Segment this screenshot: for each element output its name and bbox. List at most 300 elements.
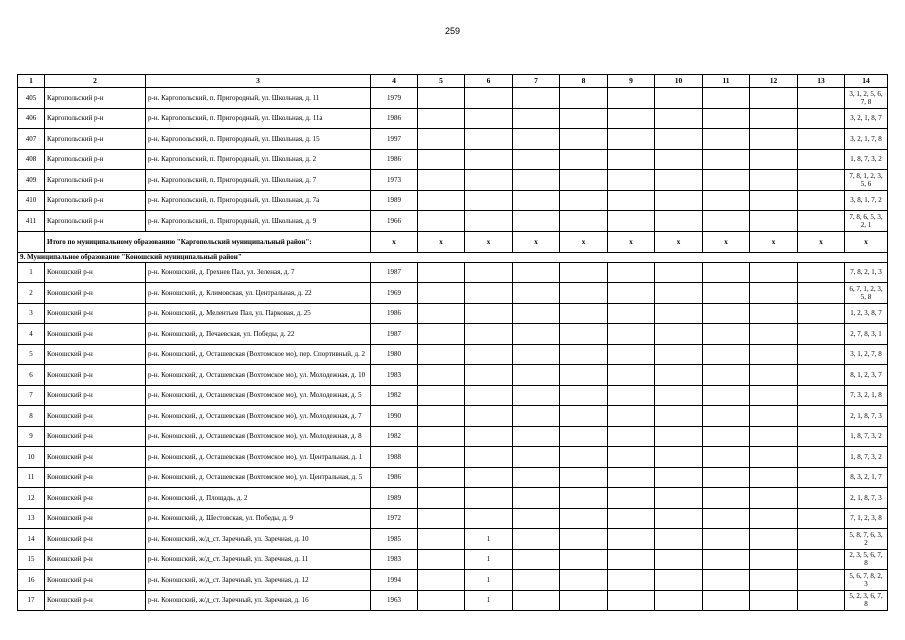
row-district: Коношский р-н <box>45 508 146 529</box>
row-col11 <box>703 88 750 109</box>
total-mark: x <box>798 231 845 252</box>
row-year: 1982 <box>371 385 418 406</box>
row-col12 <box>750 344 798 365</box>
row-number: 9 <box>18 426 45 447</box>
column-header: 8 <box>560 75 608 88</box>
row-col10 <box>655 149 703 170</box>
table-row <box>18 149 888 170</box>
row-district: Каргопольский р-н <box>45 149 146 170</box>
row-col7 <box>513 385 560 406</box>
row-col8 <box>560 88 608 109</box>
row-col14: 7, 8, 1, 2, 3, 5, 6 <box>845 170 888 191</box>
row-col6 <box>465 149 513 170</box>
row-col11 <box>703 426 750 447</box>
housing-register-table <box>17 74 888 611</box>
row-col14: 7, 1, 2, 3, 8 <box>845 508 888 529</box>
row-district: Коношский р-н <box>45 467 146 488</box>
row-col7 <box>513 467 560 488</box>
table-row <box>18 190 888 211</box>
row-col7 <box>513 283 560 304</box>
row-col5 <box>418 211 465 232</box>
row-col8 <box>560 344 608 365</box>
row-address: р-н. Коношский, д. Печаевская, ул. Победы, д. 22 <box>146 324 371 345</box>
row-col12 <box>750 211 798 232</box>
row-col13 <box>798 190 845 211</box>
total-mark: x <box>608 231 655 252</box>
row-col9 <box>608 365 655 386</box>
row-col11 <box>703 508 750 529</box>
row-col13 <box>798 170 845 191</box>
row-col11 <box>703 283 750 304</box>
row-col6 <box>465 262 513 283</box>
row-col9 <box>608 283 655 304</box>
row-col6: 1 <box>465 549 513 570</box>
table-row <box>18 88 888 109</box>
row-col11 <box>703 590 750 611</box>
row-year: 1985 <box>371 529 418 550</box>
row-year: 1983 <box>371 365 418 386</box>
row-col11 <box>703 365 750 386</box>
row-col8 <box>560 211 608 232</box>
row-address: р-н. Коношский, ж/д_ст. Заречный, ул. Заречная, д. 16 <box>146 590 371 611</box>
row-col5 <box>418 303 465 324</box>
section-header-row <box>18 252 888 262</box>
row-col14: 1, 8, 7, 3, 2 <box>845 426 888 447</box>
row-col7 <box>513 488 560 509</box>
row-col9 <box>608 262 655 283</box>
row-col5 <box>418 467 465 488</box>
row-col13 <box>798 529 845 550</box>
row-col12 <box>750 324 798 345</box>
row-number: 13 <box>18 508 45 529</box>
row-col9 <box>608 88 655 109</box>
row-col8 <box>560 129 608 150</box>
row-col10 <box>655 590 703 611</box>
row-col10 <box>655 108 703 129</box>
row-col10 <box>655 426 703 447</box>
row-district: Коношский р-н <box>45 283 146 304</box>
row-district: Каргопольский р-н <box>45 190 146 211</box>
row-col7 <box>513 211 560 232</box>
row-year: 1972 <box>371 508 418 529</box>
row-col13 <box>798 303 845 324</box>
row-col14: 7, 8, 2, 1, 3 <box>845 262 888 283</box>
row-col8 <box>560 549 608 570</box>
row-col7 <box>513 190 560 211</box>
table-row <box>18 344 888 365</box>
row-col9 <box>608 570 655 591</box>
row-col13 <box>798 508 845 529</box>
row-col12 <box>750 570 798 591</box>
row-col8 <box>560 190 608 211</box>
row-col14: 6, 7, 1, 2, 3, 5, 8 <box>845 283 888 304</box>
row-col6 <box>465 129 513 150</box>
row-col9 <box>608 108 655 129</box>
row-district: Коношский р-н <box>45 570 146 591</box>
row-col13 <box>798 488 845 509</box>
row-col10 <box>655 190 703 211</box>
total-row <box>18 231 888 252</box>
table-row <box>18 406 888 427</box>
row-col5 <box>418 570 465 591</box>
table-row <box>18 590 888 611</box>
row-year: 1973 <box>371 170 418 191</box>
table-row <box>18 303 888 324</box>
row-address: р-н. Коношский, д. Осташевская (Вохтомское мо), ул. Молодежная, д. 10 <box>146 365 371 386</box>
row-address: р-н. Каргопольский, п. Пригородный, ул. Школьная, д. 11а <box>146 108 371 129</box>
row-year: 1986 <box>371 303 418 324</box>
row-col7 <box>513 344 560 365</box>
row-col12 <box>750 508 798 529</box>
table-row <box>18 467 888 488</box>
row-district: Коношский р-н <box>45 549 146 570</box>
row-col13 <box>798 129 845 150</box>
row-district: Коношский р-н <box>45 385 146 406</box>
row-number: 4 <box>18 324 45 345</box>
row-col11 <box>703 108 750 129</box>
row-col9 <box>608 385 655 406</box>
row-col13 <box>798 570 845 591</box>
row-district: Коношский р-н <box>45 365 146 386</box>
row-col14: 5, 8, 7, 6, 3, 2 <box>845 529 888 550</box>
page-number: 259 <box>444 26 461 36</box>
total-mark: x <box>418 231 465 252</box>
row-district: Коношский р-н <box>45 529 146 550</box>
row-col10 <box>655 549 703 570</box>
table-row <box>18 570 888 591</box>
row-col13 <box>798 590 845 611</box>
row-number: 12 <box>18 488 45 509</box>
row-address: р-н. Коношский, д. Мелентьев Пал, ул. Парковая, д. 25 <box>146 303 371 324</box>
row-year: 1983 <box>371 549 418 570</box>
row-col7 <box>513 170 560 191</box>
total-mark: x <box>465 231 513 252</box>
row-col8 <box>560 324 608 345</box>
row-col14: 1, 8, 7, 3, 2 <box>845 447 888 468</box>
row-number: 5 <box>18 344 45 365</box>
row-col6 <box>465 385 513 406</box>
row-col5 <box>418 549 465 570</box>
row-col14: 8, 1, 2, 3, 7 <box>845 365 888 386</box>
row-col6: 1 <box>465 590 513 611</box>
row-address: р-н. Коношский, д. Осташевская (Вохтомское мо), ул. Центральная, д. 5 <box>146 467 371 488</box>
row-col14: 2, 1, 8, 7, 3 <box>845 488 888 509</box>
row-address: р-н. Каргопольский, п. Пригородный, ул. Школьная, д. 7 <box>146 170 371 191</box>
row-col9 <box>608 529 655 550</box>
row-col13 <box>798 324 845 345</box>
column-header: 12 <box>750 75 798 88</box>
row-address: р-н. Коношский, ж/д_ст. Заречный, ул. Заречная, д. 11 <box>146 549 371 570</box>
row-col7 <box>513 406 560 427</box>
row-col6 <box>465 508 513 529</box>
row-col5 <box>418 262 465 283</box>
row-col5 <box>418 129 465 150</box>
row-col7 <box>513 529 560 550</box>
row-col5 <box>418 529 465 550</box>
row-col7 <box>513 590 560 611</box>
row-col8 <box>560 385 608 406</box>
row-year: 1986 <box>371 149 418 170</box>
row-col12 <box>750 149 798 170</box>
row-col8 <box>560 108 608 129</box>
row-col14: 2, 7, 8, 3, 1 <box>845 324 888 345</box>
row-col13 <box>798 385 845 406</box>
row-col5 <box>418 488 465 509</box>
row-col14: 1, 8, 7, 3, 2 <box>845 149 888 170</box>
row-col5 <box>418 88 465 109</box>
row-col12 <box>750 590 798 611</box>
row-col11 <box>703 385 750 406</box>
row-col6: 1 <box>465 570 513 591</box>
row-col5 <box>418 324 465 345</box>
row-col14: 2, 1, 8, 7, 3 <box>845 406 888 427</box>
column-header: 3 <box>146 75 371 88</box>
table-row <box>18 488 888 509</box>
row-col7 <box>513 508 560 529</box>
row-col8 <box>560 303 608 324</box>
row-district: Коношский р-н <box>45 590 146 611</box>
row-year: 1963 <box>371 590 418 611</box>
row-col14: 8, 3, 2, 1, 7 <box>845 467 888 488</box>
row-col10 <box>655 467 703 488</box>
row-col6 <box>465 344 513 365</box>
row-col8 <box>560 426 608 447</box>
row-col10 <box>655 344 703 365</box>
row-col12 <box>750 385 798 406</box>
row-district: Каргопольский р-н <box>45 211 146 232</box>
row-year: 1989 <box>371 488 418 509</box>
row-col10 <box>655 88 703 109</box>
row-district: Коношский р-н <box>45 406 146 427</box>
row-col12 <box>750 365 798 386</box>
total-mark: x <box>371 231 418 252</box>
row-col6 <box>465 283 513 304</box>
row-col7 <box>513 88 560 109</box>
row-year: 1988 <box>371 447 418 468</box>
row-number: 409 <box>18 170 45 191</box>
row-address: р-н. Коношский, д. Осташевская (Вохтомское мо), ул. Молодежная, д. 5 <box>146 385 371 406</box>
row-col8 <box>560 365 608 386</box>
row-col14: 7, 3, 2, 1, 8 <box>845 385 888 406</box>
row-col6 <box>465 406 513 427</box>
table-row <box>18 508 888 529</box>
row-col11 <box>703 303 750 324</box>
row-district: Каргопольский р-н <box>45 88 146 109</box>
row-col12 <box>750 467 798 488</box>
row-col5 <box>418 426 465 447</box>
row-col5 <box>418 590 465 611</box>
row-col11 <box>703 549 750 570</box>
row-year: 1987 <box>371 262 418 283</box>
row-col11 <box>703 324 750 345</box>
row-col10 <box>655 365 703 386</box>
row-address: р-н. Каргопольский, п. Пригородный, ул. Школьная, д. 15 <box>146 129 371 150</box>
row-year: 1994 <box>371 570 418 591</box>
row-col10 <box>655 324 703 345</box>
row-col8 <box>560 467 608 488</box>
row-col10 <box>655 406 703 427</box>
row-col12 <box>750 283 798 304</box>
row-col12 <box>750 108 798 129</box>
row-col5 <box>418 149 465 170</box>
row-col12 <box>750 447 798 468</box>
row-address: р-н. Коношский, д. Осташевская (Вохтомское мо), ул. Молодежная, д. 8 <box>146 426 371 447</box>
row-col5 <box>418 344 465 365</box>
row-col11 <box>703 570 750 591</box>
row-number: 15 <box>18 549 45 570</box>
row-year: 1997 <box>371 129 418 150</box>
row-col7 <box>513 549 560 570</box>
row-col7 <box>513 108 560 129</box>
row-col6 <box>465 467 513 488</box>
row-col7 <box>513 149 560 170</box>
row-number: 1 <box>18 262 45 283</box>
row-col13 <box>798 426 845 447</box>
row-col14: 5, 2, 3, 6, 7, 8 <box>845 590 888 611</box>
row-col8 <box>560 406 608 427</box>
table-row <box>18 324 888 345</box>
row-number: 10 <box>18 447 45 468</box>
row-col5 <box>418 190 465 211</box>
row-col13 <box>798 344 845 365</box>
row-col11 <box>703 170 750 191</box>
row-year: 1966 <box>371 211 418 232</box>
row-col10 <box>655 570 703 591</box>
row-col9 <box>608 406 655 427</box>
row-col9 <box>608 170 655 191</box>
column-header: 1 <box>18 75 45 88</box>
row-col9 <box>608 303 655 324</box>
row-district: Коношский р-н <box>45 303 146 324</box>
row-col13 <box>798 283 845 304</box>
column-header: 9 <box>608 75 655 88</box>
row-address: р-н. Коношский, д. Осташевская (Вохтомское мо), пер. Спортивный, д. 2 <box>146 344 371 365</box>
row-number: 8 <box>18 406 45 427</box>
column-header: 11 <box>703 75 750 88</box>
row-year: 1990 <box>371 406 418 427</box>
row-col6 <box>465 303 513 324</box>
row-col13 <box>798 406 845 427</box>
row-col8 <box>560 149 608 170</box>
row-col14: 5, 6, 7, 8, 2, 3 <box>845 570 888 591</box>
row-col13 <box>798 88 845 109</box>
row-number: 6 <box>18 365 45 386</box>
total-mark: x <box>560 231 608 252</box>
row-col11 <box>703 262 750 283</box>
row-col8 <box>560 262 608 283</box>
row-col13 <box>798 467 845 488</box>
row-col5 <box>418 385 465 406</box>
row-col5 <box>418 406 465 427</box>
row-col14: 3, 2, 1, 8, 7 <box>845 108 888 129</box>
row-col8 <box>560 570 608 591</box>
row-col11 <box>703 467 750 488</box>
row-district: Коношский р-н <box>45 324 146 345</box>
table-row <box>18 426 888 447</box>
row-col11 <box>703 129 750 150</box>
row-col14: 3, 1, 2, 5, 6, 7, 8 <box>845 88 888 109</box>
table-row <box>18 365 888 386</box>
column-header: 6 <box>465 75 513 88</box>
row-year: 1986 <box>371 108 418 129</box>
row-col9 <box>608 488 655 509</box>
row-col14: 3, 2, 1, 7, 8 <box>845 129 888 150</box>
row-col6: 1 <box>465 529 513 550</box>
row-col8 <box>560 590 608 611</box>
row-col11 <box>703 529 750 550</box>
row-year: 1989 <box>371 190 418 211</box>
row-col9 <box>608 149 655 170</box>
row-number: 11 <box>18 467 45 488</box>
row-year: 1980 <box>371 344 418 365</box>
table-row <box>18 549 888 570</box>
total-empty-cell <box>18 231 45 252</box>
row-address: р-н. Коношский, д. Шестовская, ул. Победы, д. 9 <box>146 508 371 529</box>
table-row <box>18 262 888 283</box>
row-col6 <box>465 190 513 211</box>
row-col6 <box>465 324 513 345</box>
row-number: 405 <box>18 88 45 109</box>
row-col12 <box>750 406 798 427</box>
row-district: Каргопольский р-н <box>45 170 146 191</box>
row-col7 <box>513 262 560 283</box>
row-col13 <box>798 149 845 170</box>
row-col8 <box>560 170 608 191</box>
row-col5 <box>418 365 465 386</box>
row-col5 <box>418 108 465 129</box>
row-col14: 1, 2, 3, 8, 7 <box>845 303 888 324</box>
table-row <box>18 529 888 550</box>
table-row <box>18 385 888 406</box>
table-row <box>18 170 888 191</box>
column-header: 14 <box>845 75 888 88</box>
row-col11 <box>703 344 750 365</box>
row-col9 <box>608 129 655 150</box>
row-number: 2 <box>18 283 45 304</box>
column-header: 2 <box>45 75 146 88</box>
row-col8 <box>560 508 608 529</box>
row-col14: 2, 3, 5, 6, 7, 8 <box>845 549 888 570</box>
row-col14: 3, 8, 1, 7, 2 <box>845 190 888 211</box>
row-address: р-н. Коношский, ж/д_ст. Заречный, ул. Заречная, д. 10 <box>146 529 371 550</box>
row-district: Коношский р-н <box>45 488 146 509</box>
row-col5 <box>418 283 465 304</box>
row-col5 <box>418 170 465 191</box>
row-col10 <box>655 303 703 324</box>
table-row <box>18 447 888 468</box>
row-col11 <box>703 447 750 468</box>
row-col10 <box>655 211 703 232</box>
row-col13 <box>798 262 845 283</box>
row-col10 <box>655 508 703 529</box>
row-col7 <box>513 129 560 150</box>
row-number: 14 <box>18 529 45 550</box>
row-col9 <box>608 467 655 488</box>
row-col12 <box>750 549 798 570</box>
row-address: р-н. Коношский, д. Площадь, д. 2 <box>146 488 371 509</box>
row-col10 <box>655 262 703 283</box>
row-address: р-н. Каргопольский, п. Пригородный, ул. Школьная, д. 9 <box>146 211 371 232</box>
row-col13 <box>798 108 845 129</box>
row-col11 <box>703 190 750 211</box>
row-col12 <box>750 529 798 550</box>
row-address: р-н. Коношский, д. Климовская, ул. Центральная, д. 22 <box>146 283 371 304</box>
row-col7 <box>513 426 560 447</box>
row-district: Каргопольский р-н <box>45 129 146 150</box>
row-col6 <box>465 211 513 232</box>
row-col10 <box>655 129 703 150</box>
row-col7 <box>513 365 560 386</box>
